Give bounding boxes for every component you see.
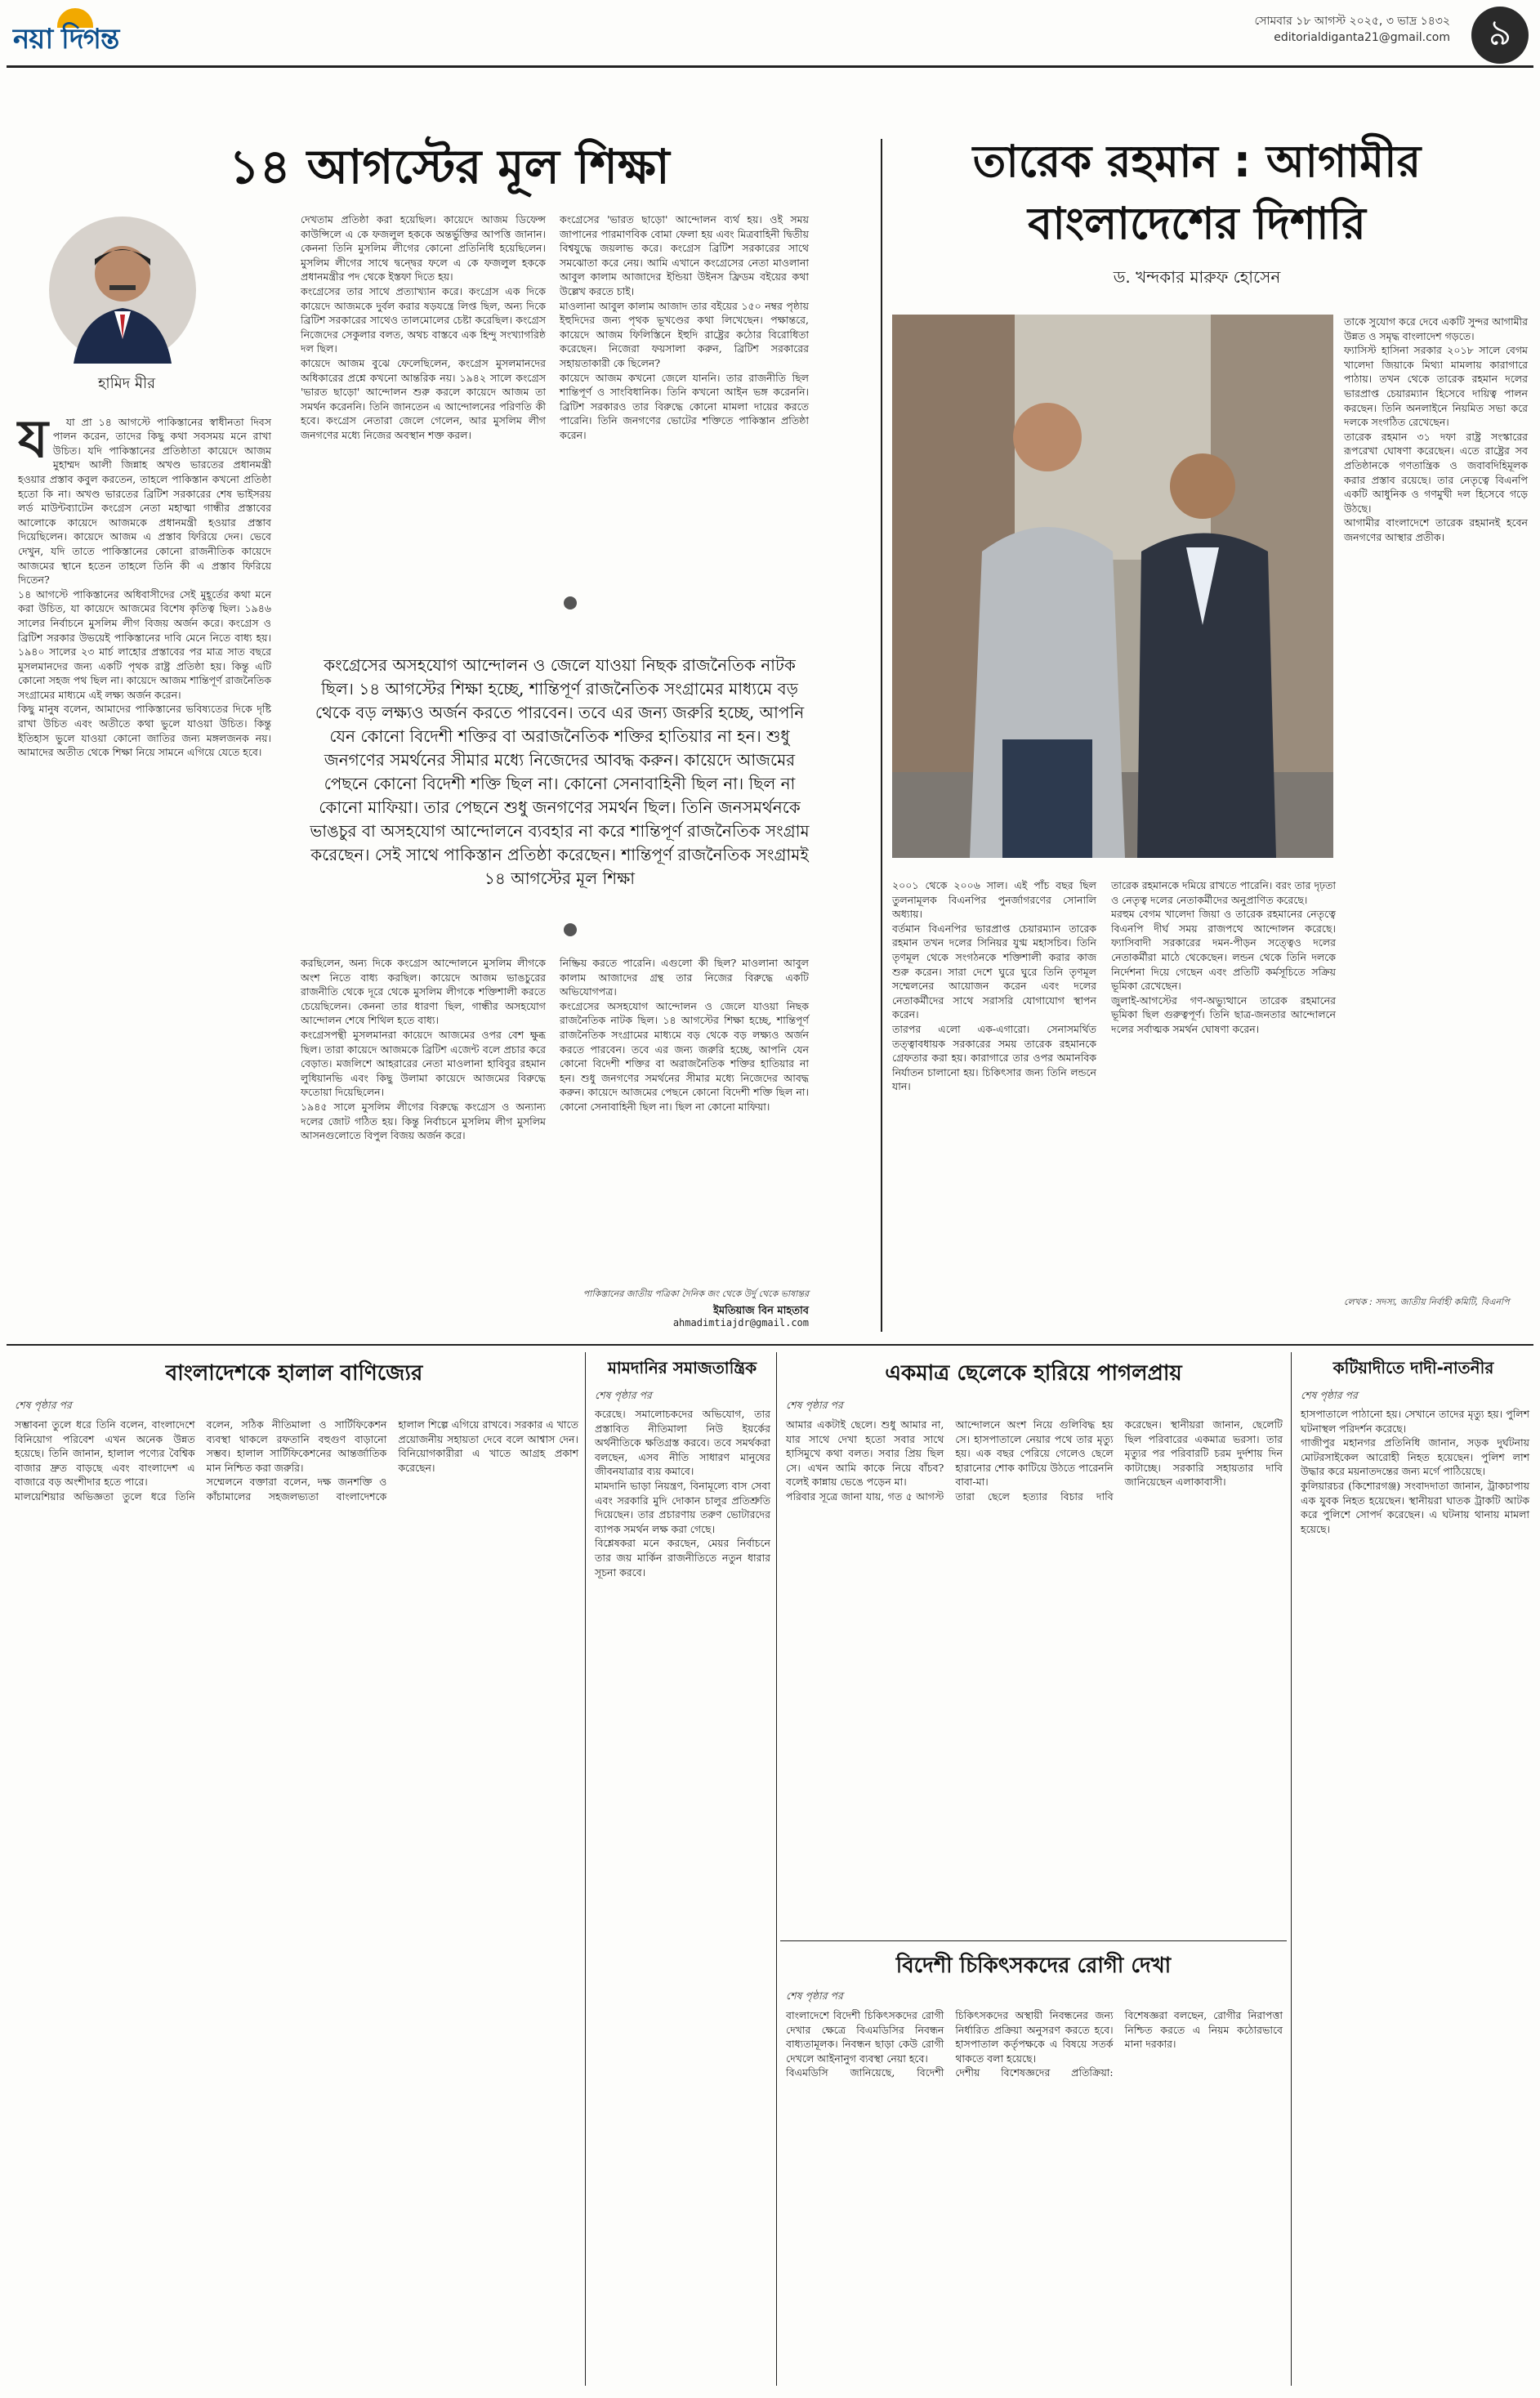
article1-col3: কংগ্রেসের 'ভারত ছাড়ো' আন্দোলন ব্যর্থ হয়। ওই সময় জাপানের পারমাণবিক বোমা ফেলা হয় এবং মিত্রবাহিনী দ্বিতীয় বিশ্বযুদ্ধে জয়লাভ করে। কংগ্রেস ব্রিটিশ সরকারের সাথে সমঝোতা করে নেয়। আমি এখানে কংগ্রেসের নেতা মাওলানা আবুল কালাম আজাদের ইন্ডিয়া উইনস ফ্রিডম বইয়ের কথা উল্লেখ করতে চাই। মাওলানা আবুল কালাম আজাদ তার বইয়ের ১৫০ নম্বর পৃষ্ঠায় ইহুদিদের জন্য পৃথক ভূখণ্ডের কথা লিখেছেন। পক্ষান্তরে, কায়েদে আজম ফিলিস্তিনে ইহুদি রাষ্ট্রের কঠোর বিরোধিতা করেছেন। নিজেরা ফয়সালা করুন, ব্রিটিশ সরকারের সহায়তাকারী কে ছিলেন? কায়েদে আজম কখনো জেলে যাননি। তার রাজনীতি ছিল শান্তিপূর্ণ ও সাংবিধানিক। তিনি কখনো আইন ভঙ্গ করেননি। ব্রিটিশ সরকারও তার বিরুদ্ধে কোনো মামলা দায়ের করতে পারেনি। তিনি জনগণের ভোটের শক্তিতে পাকিস্তান প্রতিষ্ঠা করেন। [560,213,809,441]
article-divider [881,139,882,1332]
story3-kicker: শেষ পৃষ্ঠার পর [786,1399,843,1411]
issue-date: সোমবার ১৮ আগস্ট ২০২৫, ৩ ভাদ্র ১৪৩২ [1254,15,1450,28]
story-divider [780,1940,1287,1941]
story4-headline: বিদেশী চিকিৎসকদের রোগী দেখা [895,1954,1172,1978]
article2-col3: তাকে সুযোগ করে দেবে একটি সুন্দর আগামীর উন্নত ও সমৃদ্ধ বাংলাদেশ গড়তে। ফ্যাসিস্ট হাসিনা সরকার ২০১৮ সালে বেগম খালেদা জিয়াকে মিথ্যা মামলায় কারাগারে পাঠায়। তখন থেকে তারেক রহমান দলের ভারপ্রাপ্ত চেয়ারম্যান হিসেবে দায়িত্ব পালন করছেন। তিনি অনলাইনে নিয়মিত সভা করে দলকে সংগঠিত রেখেছেন। তারেক রহমান ৩১ দফা রাষ্ট্র সংস্কারের রূপরেখা ঘোষণা করেছেন। এতে রাষ্ট্রের সব প্রতিষ্ঠানকে গণতান্ত্রিক ও জবাবদিহিমূলক করার প্রস্তাব রয়েছে। তার নেতৃত্বে বিএনপি একটি আধুনিক ও গণমুখী দল হিসেবে গড়ে উঠছে। আগামীর বাংলাদেশে তারেক রহমানই হবেন জনগণের আস্থার প্রতীক। [1344,315,1528,543]
story1-body: সম্ভাবনা তুলে ধরে তিনি বলেন, বাংলাদেশে বিনিয়োগ পরিবেশ এখন অনেক উন্নত হয়েছে। তিনি জানান, হালাল পণ্যের বৈশ্বিক বাজার দ্রুত বাড়ছে এবং বাংলাদেশ এ বাজারে বড় অংশীদার হতে পারে। মালয়েশিয়ার অভিজ্ঞতা তুলে ধরে তিনি বলেন, সঠিক নীতিমালা ও সার্টিফিকেশন ব্যবস্থা থাকলে রফতানি বহুগুণ বাড়ানো সম্ভব। হালাল সার্টিফিকেশনের আন্তর্জাতিক মান নিশ্চিত করা জরুরি। সম্মেলনে বক্তারা বলেন, দক্ষ জনশক্তি ও কাঁচামালের সহজলভ্যতা বাংলাদেশকে হালাল শিল্পে এগিয়ে রাখবে। সরকার এ খাতে প্রয়োজনীয় সহায়তা দেবে বলে আশ্বাস দেন। বিনিয়োগকারীরা এ খাতে আগ্রহ প্রকাশ করেছেন। [15,1418,578,1503]
bottom-col-sep-1 [585,1352,586,2386]
story2-headline: মামদানির সমাজতান্ত্রিক [607,1358,757,1378]
article2-headline: তারেক রহমান : আগামীর বাংলাদেশের দিশারি [972,136,1422,249]
masthead-rule [7,65,1533,68]
story4-kicker: শেষ পৃষ্ঠার পর [786,1989,843,2002]
page-meta [1254,13,1450,46]
dropcap: য [18,409,48,470]
bottom-section-rule [7,1344,1533,1346]
article2-photo [892,315,1333,858]
editorial-email: editorialdiganta21@gmail.com [1274,31,1450,44]
pullquote-top-dot [564,596,577,610]
logo-text: নয়া দিগন্ত [13,23,119,56]
story5-headline: কটিয়াদীতে দাদী-নাতনীর [1332,1358,1494,1378]
story1-kicker: শেষ পৃষ্ঠার পর [15,1399,72,1411]
pullquote-bottom-dot [564,923,577,936]
bottom-col-sep-2 [776,1352,777,2386]
article1-author: হামিদ মীর [97,375,156,392]
article2-col2: তারেক রহমানকে দমিয়ে রাখতে পারেনি। বরং তার দৃঢ়তা ও নেতৃত্ব দলের নেতাকর্মীদের অনুপ্রাণিত করেছে। মরহুম বেগম খালেদা জিয়া ও তারেক রহমানের নেতৃত্বে বিএনপি দীর্ঘ সময় রাজপথে আন্দোলন করেছে। ফ্যাসিবাদী সরকারের দমন-পীড়ন সত্ত্বেও দলের নেতাকর্মীরা মাঠে থেকেছেন। লন্ডন থেকে তিনি দলকে নির্দেশনা দিয়ে গেছেন এবং প্রতিটি কর্মসূচিতে সক্রিয় ভূমিকা রেখেছেন। জুলাই-আগস্টের গণ-অভ্যুত্থানে তারেক রহমানের ভূমিকা ছিল গুরুত্বপূর্ণ। তিনি ছাত্র-জনতার আন্দোলনে দলের সর্বাত্মক সমর্থন ঘোষণা করেন। [1111,879,1336,1035]
article1-col4: করছিলেন, অন্য দিকে কংগ্রেস আন্দোলনে মুসলিম লীগকে অংশ নিতে বাধ্য করছিল। কায়েদে আজম ভাঙচুরের রাজনীতি থেকে দূরে থেকে মুসলিম লীগকে শক্তিশালী করতে চেয়েছিলেন। কেননা তার ধারণা ছিল, গান্ধীর অসহযোগ আন্দোলন শেষে শিথিল হতে বাধ্য। কংগ্রেসপন্থী মুসলমানরা কায়েদে আজমের ওপর বেশ ক্ষুব্ধ ছিল। তারা কায়েদে আজমকে ব্রিটিশ এজেন্ট বলে প্রচার করে বেড়াত। মজলিশে আহরারের নেতা মাওলানা হাবিবুর রহমান লুধিয়ানভি এবং কিছু উলামা কায়েদে আজমের বিরুদ্ধে ফতোয়া দিয়েছিলেন। ১৯৪৫ সালে মুসলিম লীগের বিরুদ্ধে কংগ্রেস ও অন্যান্য দলের জোট গঠিত হয়। কিন্তু নির্বাচনে মুসলিম লীগ মুসলিম আসনগুলোতে বিপুল বিজয় অর্জন করে। [301,957,546,1142]
story1-headline: বাংলাদেশকে হালাল বাণিজ্যের [165,1361,423,1386]
article1-translator-email: ahmadimtiajdr@gmail.com [672,1317,809,1329]
page-number: ৯ [1471,7,1529,64]
masthead-logo [8,7,155,56]
author-photo [49,217,196,364]
article1-credit: পাকিস্তানের জাতীয় পত্রিকা দৈনিক জং থেকে উর্দু থেকে ভাষান্তর [583,1288,809,1299]
article1-col1-text: যা প্রা ১৪ আগস্টে পাকিস্তানের স্বাধীনতা দিবস পালন করেন, তাদের কিছু কথা সবসময় মনে রাখা উচিত। যদি পাকিস্তানের প্রতিষ্ঠাতা কায়েদে আজম মুহাম্মদ আলী জিন্নাহ অখণ্ড ভারতের প্রধানমন্ত্রী হওয়ার প্রস্তাব কবুল করতেন, তাহলে পাকিস্তান কখনো প্রতিষ্ঠা হতো কি না। অখণ্ড ভারতের ব্রিটিশ সরকারের শেষ ভাইসরয় লর্ড মাউন্টব্যাটেন কংগ্রেস নেতা মহাত্মা গান্ধীর প্রস্তাবের আলোকে কায়েদে আজমকে প্রধানমন্ত্রী হওয়ার প্রস্তাব দিয়েছিলেন। কায়েদে আজম এ প্রস্তাব ফিরিয়ে দেন। ভেবে দেখুন, যদি তাতে পাকিস্তানের কোনো রাজনীতিক কায়েদে আজমের স্থানে হতেন তাহলে তিনি কী এ প্রস্তাব ফিরিয়ে দিতেন? ১৪ আগস্টে পাকিস্তানের অধিবাসীদের সেই মুহূর্তের কথা মনে করা উচিত, যা কায়েদে আজমের বিশেষ কৃতিত্ব ছিল। ১৯৪৬ সালের নির্বাচনে মুসলিম লীগ বিজয় অর্জন করে। কংগ্রেস ও ব্রিটিশ সরকার উভয়েই পাকিস্তানের দাবি মেনে নিতে বাধ্য হয়। ১৯৪০ সালের ২৩ মার্চ লাহোর প্রস্তাবের পর মাত্র সাত বছরে মুসলমানদের জন্য একটি পৃথক রাষ্ট্র প্রতিষ্ঠা হয়। কিন্তু এটি কোনো সহজ পথ ছিল না। কায়েদে আজম শান্তিপূর্ণ রাজনৈতিক সংগ্রামের মাধ্যমে এই লক্ষ্য অর্জন করেন। কিছু মানুষ বলেন, আমাদের পাকিস্তানের ভবিষ্যতের দিকে দৃষ্টি রাখা উচিত এবং অতীতে কথা ভুলে যাওয়া উচিত। কিন্তু ইতিহাস ভুলে যাওয়া কোনো জাতির জন্য মঙ্গলজনক নয়। আমাদের অতীত থেকে শিক্ষা নিয়ে সামনে এগিয়ে যেতে হবে। [18,415,271,759]
article2-col1: ২০০১ থেকে ২০০৬ সাল। এই পাঁচ বছর ছিল তুলনামূলক বিএনপির পুনর্জাগরণের সোনালি অধ্যায়। বর্তমান বিএনপির ভারপ্রাপ্ত চেয়ারম্যান তারেক রহমান তখন দলের সিনিয়র যুগ্ম মহাসচিব। তিনি তৃণমূল থেকে সংগঠনকে শক্তিশালী করার কাজ শুরু করেন। সারা দেশে ঘুরে ঘুরে তিনি তৃণমূল সম্মেলনের আয়োজন করেন এবং দলের নেতাকর্মীদের সাথে সরাসরি যোগাযোগ স্থাপন করেন। তারপর এলো এক-এগারো। সেনাসমর্থিত তত্ত্বাবধায়ক সরকারের সময় তারেক রহমানকে গ্রেফতার করা হয়। কারাগারে তার ওপর অমানবিক নির্যাতন চালানো হয়। চিকিৎসার জন্য তিনি লন্ডনে যান। [892,879,1096,1093]
story5-kicker: শেষ পৃষ্ঠার পর [1301,1389,1358,1401]
story4-body: বাংলাদেশে বিদেশী চিকিৎসকদের রোগী দেখার ক্ষেত্রে বিএমডিসির নিবন্ধন বাধ্যতামূলক। নিবন্ধন ছাড়া কেউ রোগী দেখলে আইনানুগ ব্যবস্থা নেয়া হবে। বিএমডিসি জানিয়েছে, বিদেশী চিকিৎসকদের অস্থায়ী নিবন্ধনের জন্য নির্ধারিত প্রক্রিয়া অনুসরণ করতে হবে। হাসপাতাল কর্তৃপক্ষকে এ বিষয়ে সতর্ক থাকতে বলা হয়েছে। দেশীয় বিশেষজ্ঞদের প্রতিক্রিয়া: বিশেষজ্ঞরা বলছেন, রোগীর নিরাপত্তা নিশ্চিত করতে এ নিয়ম কঠোরভাবে মানা দরকার। [786,2009,1283,2079]
story2-body: করেছে। সমালোচকদের অভিযোগ, তার প্রস্তাবিত নীতিমালা নিউ ইয়র্কের অর্থনীতিকে ক্ষতিগ্রস্ত করবে। তবে সমর্থকরা বলছেন, এসব নীতি সাধারণ মানুষের জীবনযাত্রার ব্যয় কমাবে। মামদানি ভাড়া নিয়ন্ত্রণ, বিনামূল্যে বাস সেবা এবং সরকারি মুদি দোকান চালুর প্রতিশ্রুতি দিয়েছেন। তার প্রচারণায় তরুণ ভোটারদের ব্যাপক সমর্থন লক্ষ করা গেছে। বিশ্লেষকরা মনে করছেন, মেয়র নির্বাচনে তার জয় মার্কিন রাজনীতিতে নতুন ধারার সূচনা করবে। [595,1408,770,1579]
story2-kicker: শেষ পৃষ্ঠার পর [595,1389,652,1401]
article2-author: ড. খন্দকার মারুফ হোসেন [1113,267,1281,287]
article1-col1 [18,400,271,1287]
article1-col5: নিষ্ক্রিয় করতে পারেনি। এগুলো কী ছিল? মাওলানা আবুল কালাম আজাদের গ্রন্থ তার নিজের বিরুদ্ধে একটি অভিযোগপত্র। কংগ্রেসের অসহযোগ আন্দোলন ও জেলে যাওয়া নিছক রাজনৈতিক নাটক ছিল। ১৪ আগস্টের শিক্ষা হচ্ছে, শান্তিপূর্ণ রাজনৈতিক সংগ্রামের মাধ্যমে বড় থেকে বড় লক্ষ্যও অর্জন করতে পারবেন। তবে এর জন্য জরুরি হচ্ছে, আপনি যেন কোনো বিদেশী শক্তির বা অরাজনৈতিক শক্তির হাতিয়ার না হন। শুধু জনগণের সমর্থনের সীমার মধ্যে নিজেদের আবদ্ধ করুন। কায়েদে আজমের পেছনে কোনো বিদেশী শক্তি ছিল না। কোনো সেনাবাহিনী ছিল না। ছিল না কোনো মাফিয়া। [560,957,809,1113]
bottom-col-sep-3 [1291,1352,1292,2386]
article1-headline: ১৪ আগস্টের মূল শিক্ষা [229,139,670,194]
story3-body: আমার একটাই ছেলে। শুধু আমার না, যার সাথে দেখা হতো সবার সাথে হাসিমুখে কথা বলত। সবার প্রিয় ছিল সে। এখন আমি কাকে নিয়ে বাঁচব? বলেই কান্নায় ভেঙে পড়েন মা। পরিবার সূত্রে জানা যায়, গত ৫ আগস্ট আন্দোলনে অংশ নিয়ে গুলিবিদ্ধ হয় সে। হাসপাতালে নেয়ার পথে তার মৃত্যু হয়। এক বছর পেরিয়ে গেলেও ছেলে হারানোর শোক কাটিয়ে উঠতে পারেননি বাবা-মা। তারা ছেলে হত্যার বিচার দাবি করেছেন। স্থানীয়রা জানান, ছেলেটি ছিল পরিবারের একমাত্র ভরসা। তার মৃত্যুর পর পরিবারটি চরম দুর্দশায় দিন কাটাচ্ছে। সরকারি সহায়তার দাবি জানিয়েছেন এলাকাবাসী। [786,1418,1283,1503]
article2-author-note: লেখক : সদস্য, জাতীয় নির্বাহী কমিটি, বিএনপি [1344,1297,1510,1307]
article1-translator: ইমতিয়াজ বিন মাহতাব [713,1305,809,1317]
article1-col2: দেখতাম প্রতিষ্ঠা করা হয়েছিল। কায়েদে আজম ডিফেন্স কাউন্সিলে এ কে ফজলুল হককে অন্তর্ভুক্তির আপত্তি জানান। কেননা তিনি মুসলিম লীগের কোনো প্রতিনিধি হয়েছিলেন। মুসলিম লীগের সাথে দ্বন্দ্বের ফলে এ কে ফজলুল হককে প্রধানমন্ত্রীর পদ থেকে ইস্তফা দিতে হয়। কংগ্রেসের তার সাথে প্রত্যাখ্যান করে। কংগ্রেস এক দিকে কায়েদে আজমকে দুর্বল করার ষড়যন্ত্রে লিপ্ত ছিল, অন্য দিকে ব্রিটিশ সরকারের সাথেও তালমোলের চেষ্টা করেছিল। কংগ্রেস নিজেদের সেকুলার বলত, অথচ বাস্তবে এক হিন্দু সংখ্যাগরিষ্ঠ দল ছিল। কায়েদে আজম বুঝে ফেলেছিলেন, কংগ্রেস মুসলমানদের অধিকারের প্রশ্নে কখনো আন্তরিক নয়। ১৯৪২ সালে কংগ্রেস 'ভারত ছাড়ো' আন্দোলন শুরু করলে কায়েদে আজম তা সমর্থন করেননি। তিনি জানতেন এ আন্দোলনের পরিণতি কী হবে। কংগ্রেস নেতারা জেলে গেলেন, আর মুসলিম লীগ জনগণের মধ্যে নিজের অবস্থান শক্ত করল। [301,213,546,441]
story5-body: হাসপাতালে পাঠানো হয়। সেখানে তাদের মৃত্যু হয়। পুলিশ ঘটনাস্থল পরিদর্শন করেছে। গাজীপুর মহানগর প্রতিনিধি জানান, সড়ক দুর্ঘটনায় মোটরসাইকেল আরোহী নিহত হয়েছেন। পুলিশ লাশ উদ্ধার করে ময়নাতদন্তের জন্য মর্গে পাঠিয়েছে। কুলিয়ারচর (কিশোরগঞ্জ) সংবাদদাতা জানান, ট্রাকচাপায় এক যুবক নিহত হয়েছেন। স্থানীয়রা ঘাতক ট্রাকটি আটক করে পুলিশে সোপর্দ করেছেন। এ ঘটনায় থানায় মামলা হয়েছে। [1301,1408,1529,1535]
story3-headline: একমাত্র ছেলেকে হারিয়ে পাগলপ্রায় [885,1361,1182,1386]
article1-pullquote: কংগ্রেসের অসহযোগ আন্দোলন ও জেলে যাওয়া নিছক রাজনৈতিক নাটক ছিল। ১৪ আগস্টের শিক্ষা হচ্ছে, শান্তিপূর্ণ রাজনৈতিক সংগ্রামের মাধ্যমে বড় থেকে বড় লক্ষ্যও অর্জন করতে পারবেন। তবে এর জন্য জরুরি হচ্ছে, আপনি যেন কোনো বিদেশী শক্তির বা অরাজনৈতিক শক্তির হাতিয়ার না হন। শুধু জনগণের সমর্থনের সীমার মধ্যে নিজেদের আবদ্ধ করুন। কায়েদে আজমের পেছনে কোনো বিদেশী শক্তি ছিল না। কোনো সেনাবাহিনী ছিল না। ছিল না কোনো মাফিয়া। তার পেছনে শুধু জনগণের সমর্থন ছিল। তিনি জনসমর্থনকে ভাঙচুর বা অসহযোগ আন্দোলনে ব্যবহার না করে শান্তিপূর্ণ রাজনৈতিক সংগ্রাম করেছেন। সেই সাথে পাকিস্তান প্রতিষ্ঠা করেছেন। শান্তিপূর্ণ রাজনৈতিক সংগ্রামই ১৪ আগস্টের মূল শিক্ষা [310,655,810,888]
